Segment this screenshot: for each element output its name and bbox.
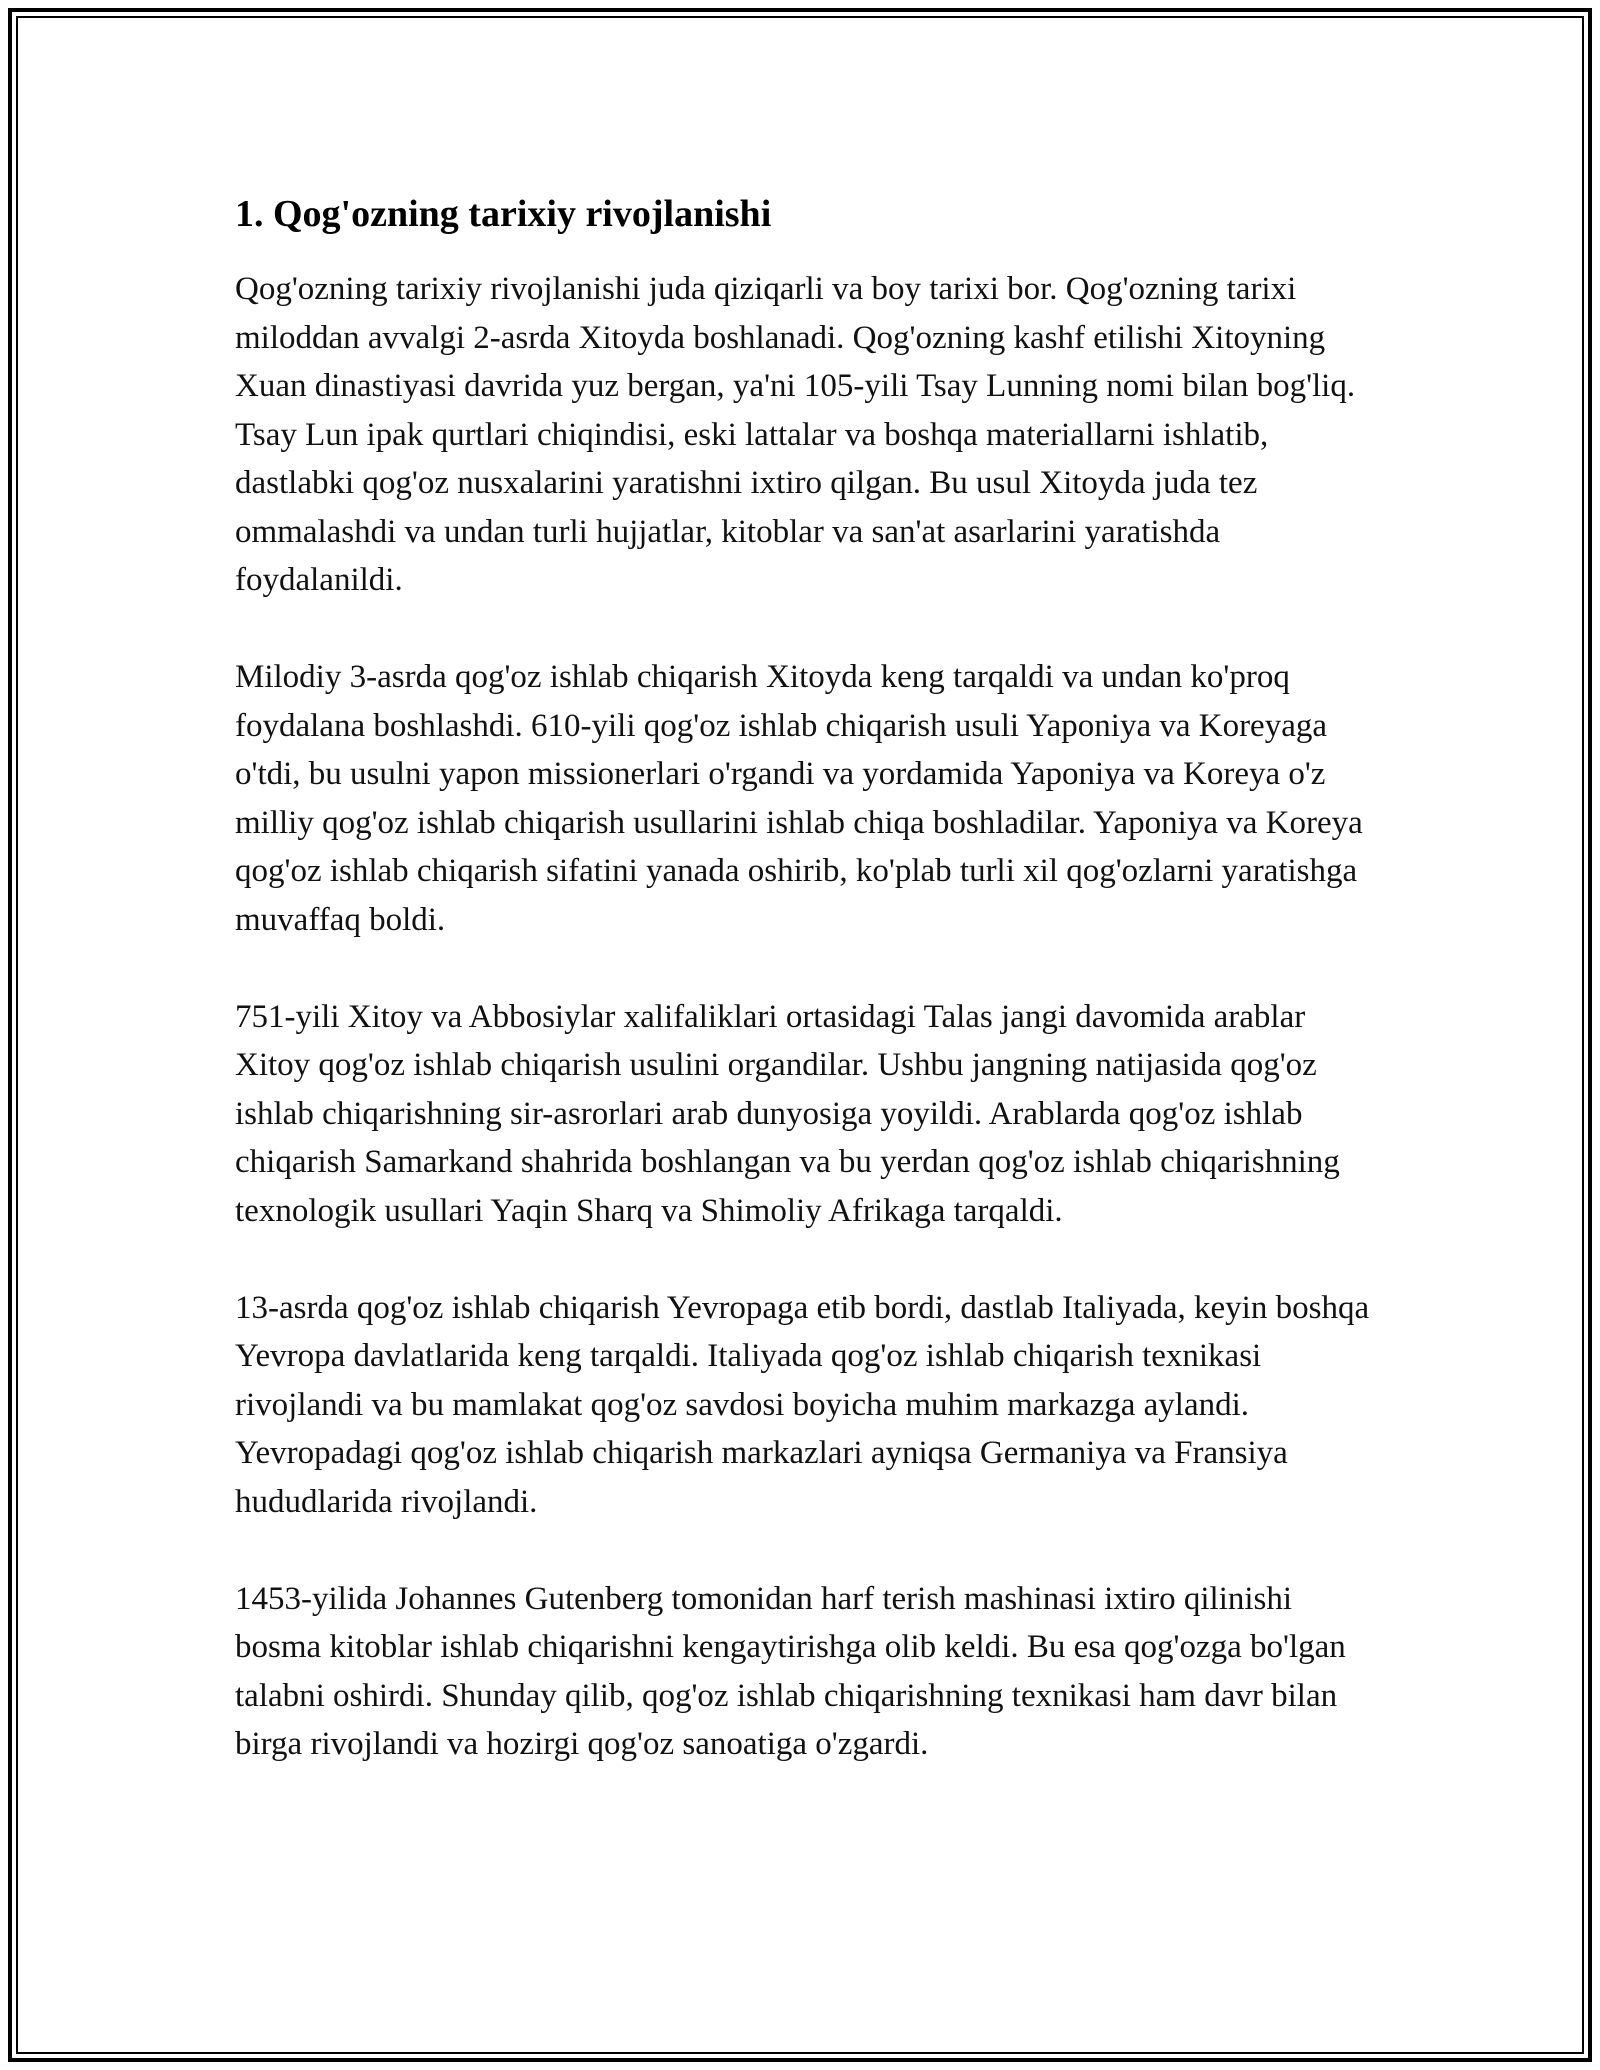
paragraph-4: 13-asrda qog'oz ishlab chiqarish Yevropaga etib bordi, dastlab Italiyada, keyin boshqa Yevropa davlatlarida keng tarqaldi. Italiyada qog'oz ishlab chiqarish texnikasi rivojlandi va bu mamlakat qog'oz savdosi boyicha muhim markazga aylandi. Yevropadagi qog'oz ishlab chiqarish markazlari ayniqsa Germaniya va Fransiya hududlarida rivojlandi.: [235, 1289, 1370, 1520]
paragraph-1: Qog'ozning tarixiy rivojlanishi juda qiziqarli va boy tarixi bor. Qog'ozning tarixi miloddan avvalgi 2-asrda Xitoyda boshlanadi. Qog'ozning kashf etilishi Xitoyning Xuan dinastiyasi davrida yuz bergan, ya'ni 105-yili Tsay Lunning nomi bilan bog'liq. Tsay Lun ipak qurtlari chiqindisi, eski lattalar va boshqa materiallarni ishlatib, dastlabki qog'oz nusxalarini yaratishni ixtiro qilgan. Bu usul Xitoyda juda tez ommalashdi va undan turli hujjatlar, kitoblar va san'at asarlarini yaratishda foydalanildi.: [235, 271, 1356, 598]
paragraph-3: 751-yili Xitoy va Abbosiylar xalifaliklari ortasidagi Talas jangi davomida arablar Xitoy qog'oz ishlab chiqarish usulini organdilar. Ushbu jangning natijasida qog'oz ishlab chiqarishning sir-asrorlari arab dunyosiga yoyildi. Arablarda qog'oz ishlab chiqarish Samarkand shahrida boshlangan va bu yerdan qog'oz ishlab chiqarishning texnologik usullari Yaqin Sharq va Shimoliy Afrikaga tarqaldi.: [235, 998, 1340, 1229]
paragraph-5: 1453-yilida Johannes Gutenberg tomonidan harf terish mashinasi ixtiro qilinishi bosma kitoblar ishlab chiqarishni kengaytirishga olib keldi. Bu esa qog'ozga bo'lgan talabni oshirdi. Shunday qilib, qog'oz ishlab chiqarishning texnikasi ham davr bilan birga rivojlandi va hozirgi qog'oz sanoatiga o'zgardi.: [235, 1580, 1346, 1762]
paragraph-2: Milodiy 3-asrda qog'oz ishlab chiqarish Xitoyda keng tarqaldi va undan ko'proq foydalana boshlashdi. 610-yili qog'oz ishlab chiqarish usuli Yaponiya va Koreyaga o'tdi, bu usulni yapon missionerlari o'rgandi va yordamida Yaponiya va Koreya o'z milliy qog'oz ishlab chiqarish usullarini ishlab chiqa boshladilar. Yaponiya va Koreya qog'oz ishlab chiqarish sifatini yanada oshirib, ko'plab turli xil qog'ozlarni yaratishga muvaffaq boldi.: [235, 659, 1363, 938]
document-body: [235, 185, 1375, 1817]
section-heading: 1. Qog'ozning tarixiy rivojlanishi: [235, 193, 772, 235]
